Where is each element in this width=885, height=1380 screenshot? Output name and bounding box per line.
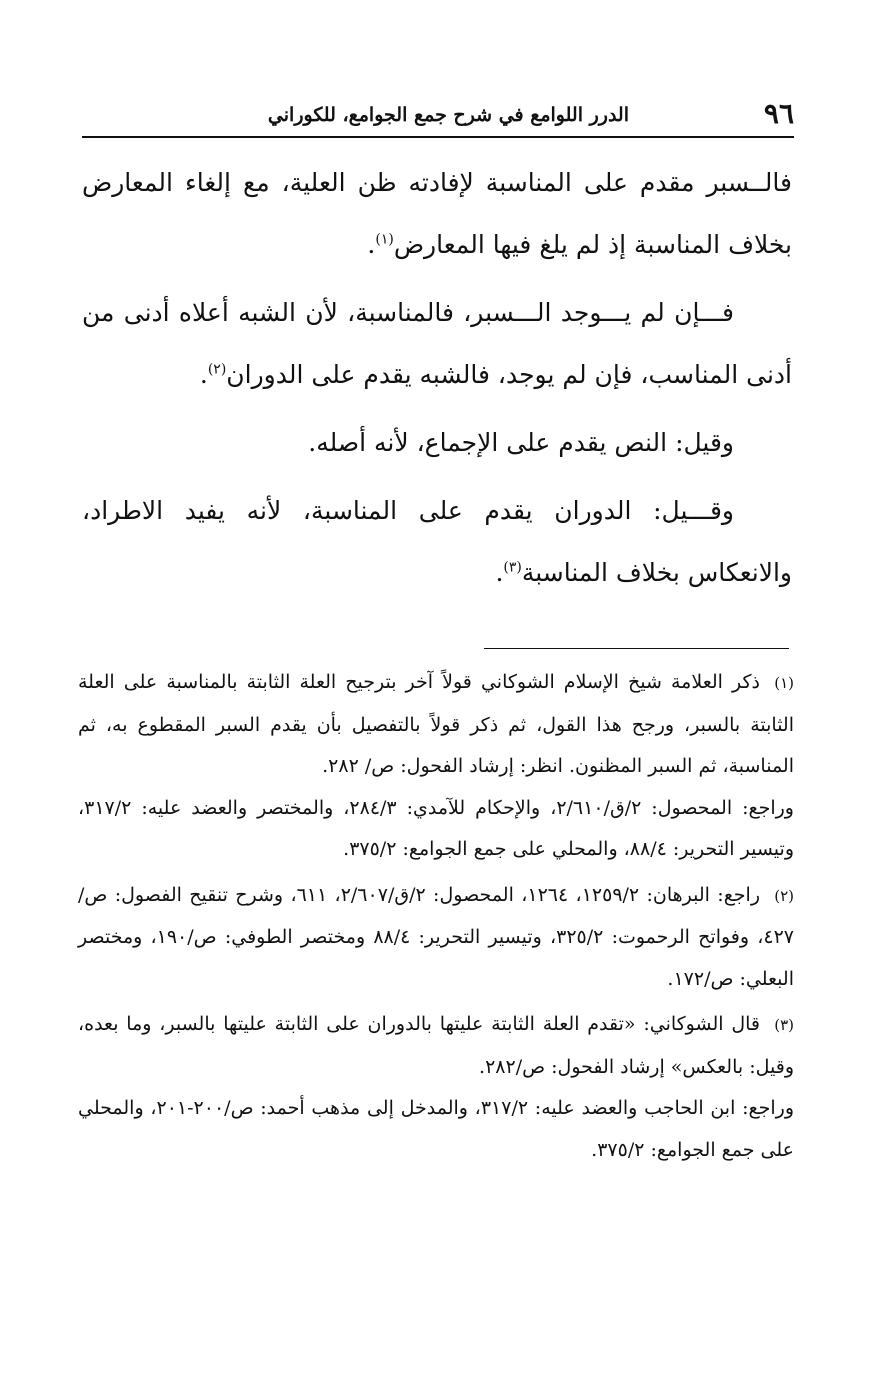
paragraph-end: . — [199, 360, 208, 389]
footnote-reference: (٢) — [207, 361, 227, 378]
footnote — [78, 875, 794, 1001]
paragraph — [82, 480, 792, 604]
footnote-text: ذكر العلامة شيخ الإسلام الشوكاني قولاً آخر بترجيح العلة الثابتة بالمناسبة على العلة الثابتة بالسبر، ورجح هذا القول، ثم ذكر قولاً بالتفصيل بأن يقدم السبر المقطوع به، ثم المناسبة، ثم السبر المظنون. انظر: إرشاد الفحول: ص/ ٢٨٢. — [78, 671, 794, 777]
paragraph — [82, 282, 792, 406]
footnotes — [78, 662, 794, 1175]
paragraph — [82, 412, 792, 474]
footnote-text: قال الشوكاني: «تقدم العلة الثابتة عليتها بالدوران على الثابتة عليتها بالسبر، وما بعده، وقيل: بالعكس» إرشاد الفحول: ص/٢٨٢. — [78, 1013, 794, 1078]
paragraph-text: فـــإن لم يـــوجد الـــسبر، فالمناسبة، لأن الشبه أعلاه أدنى من أدنى المناسب، فإن لم يوجد، فالشبه يقدم على الدوران — [82, 298, 792, 389]
footnote — [78, 1004, 794, 1171]
main-text — [82, 152, 792, 610]
paragraph — [82, 152, 792, 276]
paragraph-text: وقيل: النص يقدم على الإجماع، لأنه أصله. — [308, 428, 734, 457]
footnote-separator — [484, 648, 789, 649]
footnote-reference: (١) — [375, 231, 394, 248]
paragraph-end: . — [495, 558, 504, 587]
footnote-number: (٣) — [774, 1016, 794, 1034]
running-title: الدرر اللوامع في شرح جمع الجوامع، للكوراني — [267, 104, 629, 126]
footnote-text: وراجع: ابن الحاجب والعضد عليه: ٣١٧/٢، والمدخل إلى مذهب أحمد: ص/٢٠٠-٢٠١، والمحلي على جمع الجوامع: ٣٧٥/٢. — [78, 1097, 795, 1161]
footnote — [78, 662, 794, 871]
footnote-reference: (٣) — [503, 559, 522, 576]
paragraph-end: . — [367, 230, 376, 259]
paragraph-text: وقـــيل: الدوران يقدم على المناسبة، لأنه يفيد الاطراد، والانعكاس بخلاف المناسبة — [82, 496, 792, 587]
page-header — [82, 96, 794, 138]
footnote-number: (١) — [774, 674, 794, 692]
footnote-text: راجع: البرهان: ١٢٥٩/٢، ١٢٦٤، المحصول: ٢/ق/٢/٦٠٧، ٦١١، وشرح تنقيح الفصول: ص/٤٢٧، وفواتح الرحموت: ٣٢٥/٢، وتيسير التحرير: ٨٨/٤ ومختصر الطوفي: ص/١٩٠، ومختصر البعلي: ص/١٧٢. — [78, 883, 794, 990]
footnote-text: وراجع: المحصول: ٢/ق/٢/٦١٠، والإحكام للآمدي: ٢٨٤/٣، والمختصر والعضد عليه: ٣١٧/٢، وتيسير التحرير: ٨٨/٤، والمحلي على جمع الجوامع: ٣٧٥/٢. — [78, 796, 794, 860]
footnote-number: (٢) — [774, 886, 795, 905]
paragraph-text: فالــسبر مقدم على المناسبة لإفادته ظن العلية، مع إلغاء المعارض بخلاف المناسبة إذ لم يلغ فيها المعارض — [82, 168, 792, 259]
page-number: ٩٦ — [763, 97, 794, 130]
